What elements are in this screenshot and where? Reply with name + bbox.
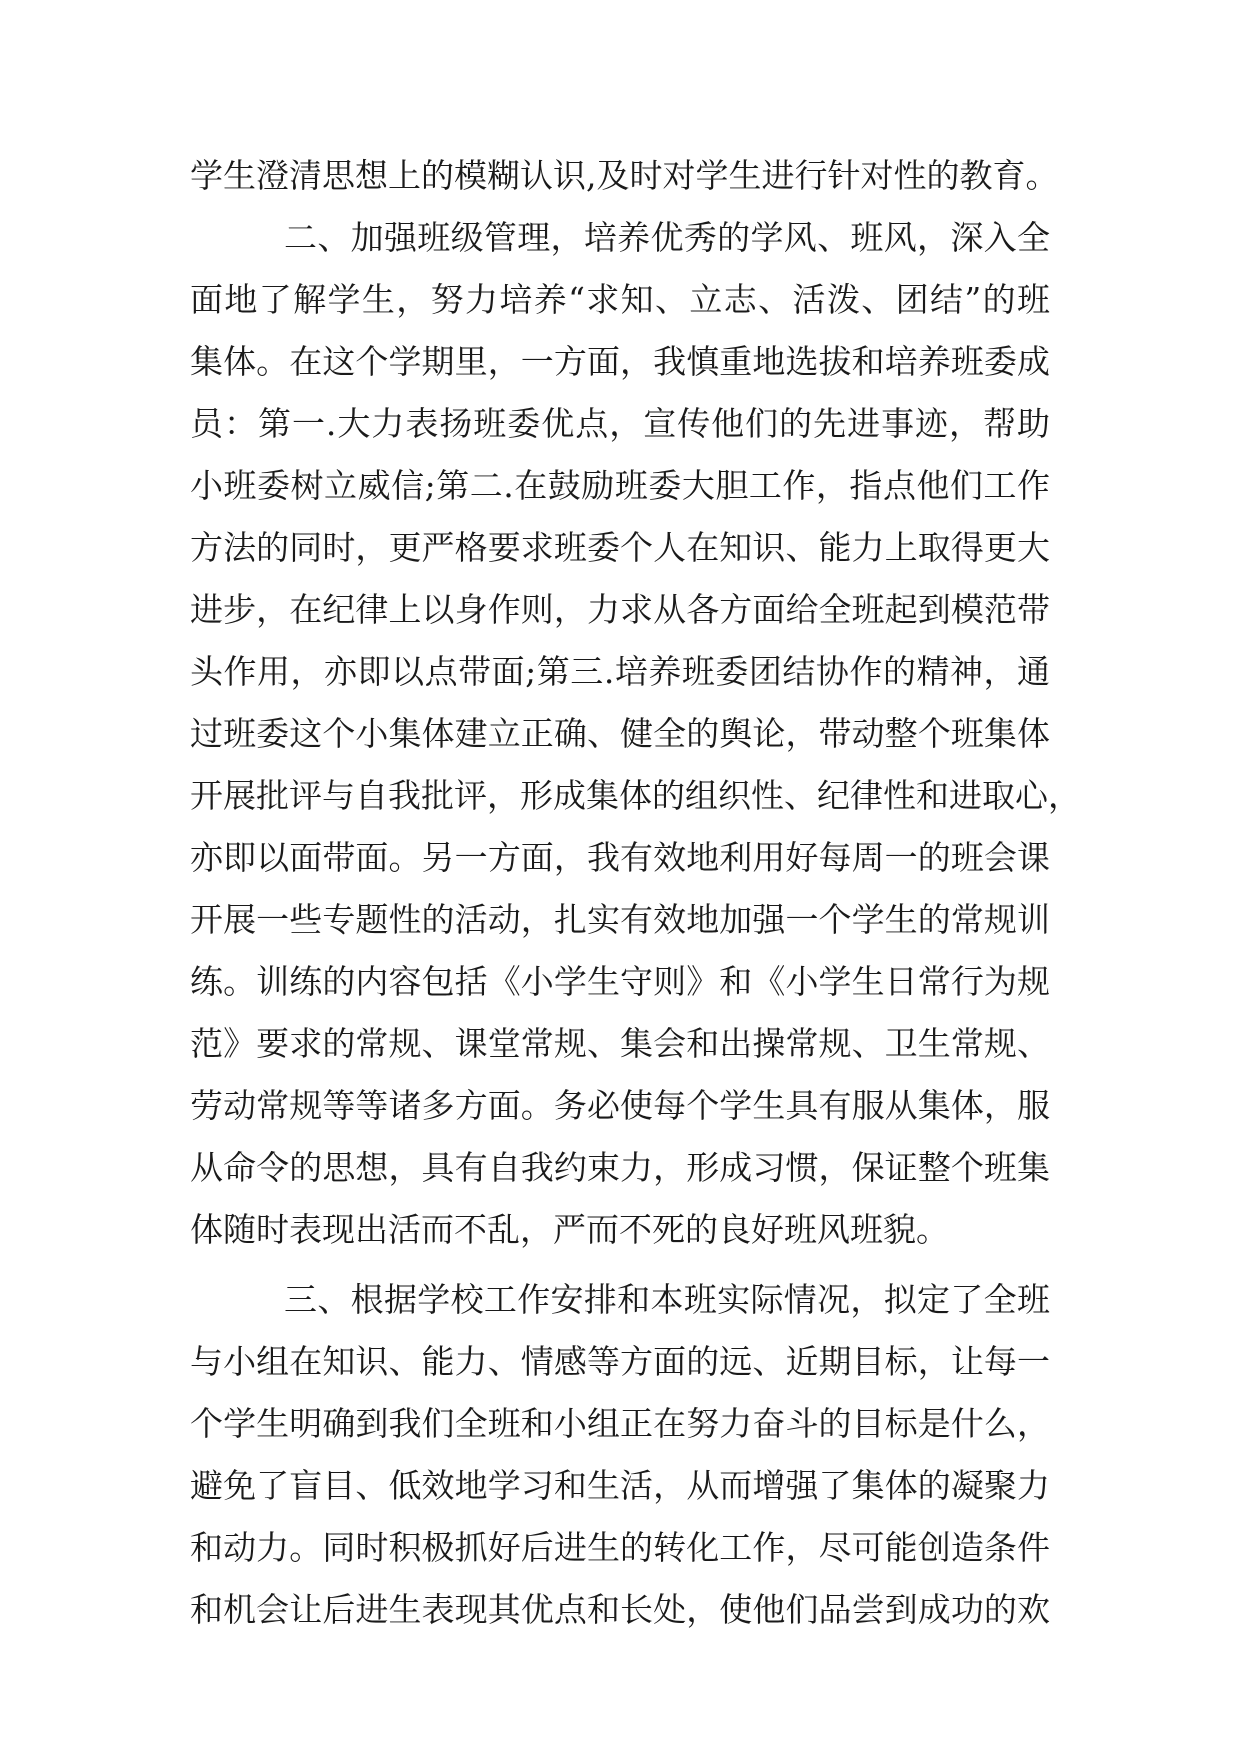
text-line: 头作用，亦即以点带面;第三.培养班委团结协作的精神，通: [190, 652, 1050, 691]
section-heading-line: 二、加强班级管理，培养优秀的学风、班风，深入全: [284, 218, 1050, 257]
text-line: 体随时表现出活而不乱，严而不死的良好班风班貌。: [190, 1210, 949, 1249]
text-line: 与小组在知识、能力、情感等方面的远、近期目标，让每一: [190, 1342, 1050, 1381]
text-line: 集体。在这个学期里，一方面，我慎重地选拔和培养班委成: [190, 342, 1050, 381]
text-line: 亦即以面带面。另一方面，我有效地利用好每周一的班会课: [190, 838, 1050, 877]
text-line: 开展批评与自我批评，形成集体的组织性、纪律性和进取心，: [190, 776, 1081, 815]
text-line: 员：第一.大力表扬班委优点，宣传他们的先进事迹，帮助: [190, 404, 1050, 443]
text-line: 从命令的思想，具有自我约束力，形成习惯，保证整个班集: [190, 1148, 1050, 1187]
text-line: 进步，在纪律上以身作则，力求从各方面给全班起到模范带: [190, 590, 1050, 629]
text-line: 开展一些专题性的活动，扎实有效地加强一个学生的常规训: [190, 900, 1050, 939]
text-line: 个学生明确到我们全班和小组正在努力奋斗的目标是什么，: [190, 1404, 1050, 1443]
text-line: 方法的同时，更严格要求班委个人在知识、能力上取得更大: [190, 528, 1050, 567]
text-line: 小班委树立威信;第二.在鼓励班委大胆工作，指点他们工作: [190, 466, 1050, 505]
text-line: 学生澄清思想上的模糊认识,及时对学生进行针对性的教育。: [190, 156, 1059, 195]
text-line: 过班委这个小集体建立正确、健全的舆论，带动整个班集体: [190, 714, 1050, 753]
text-line: 和机会让后进生表现其优点和长处，使他们品尝到成功的欢: [190, 1590, 1050, 1629]
text-line: 范》要求的常规、课堂常规、集会和出操常规、卫生常规、: [190, 1024, 1050, 1063]
section-heading-line: 三、根据学校工作安排和本班实际情况，拟定了全班: [284, 1280, 1050, 1319]
text-line: 练。训练的内容包括《小学生守则》和《小学生日常行为规: [190, 962, 1050, 1001]
text-line: 面地了解学生，努力培养“求知、立志、活泼、团结”的班: [190, 280, 1050, 319]
text-line: 劳动常规等等诸多方面。务必使每个学生具有服从集体，服: [190, 1086, 1050, 1125]
text-line: 和动力。同时积极抓好后进生的转化工作，尽可能创造条件: [190, 1528, 1050, 1567]
text-line: 避免了盲目、低效地学习和生活，从而增强了集体的凝聚力: [190, 1466, 1050, 1505]
